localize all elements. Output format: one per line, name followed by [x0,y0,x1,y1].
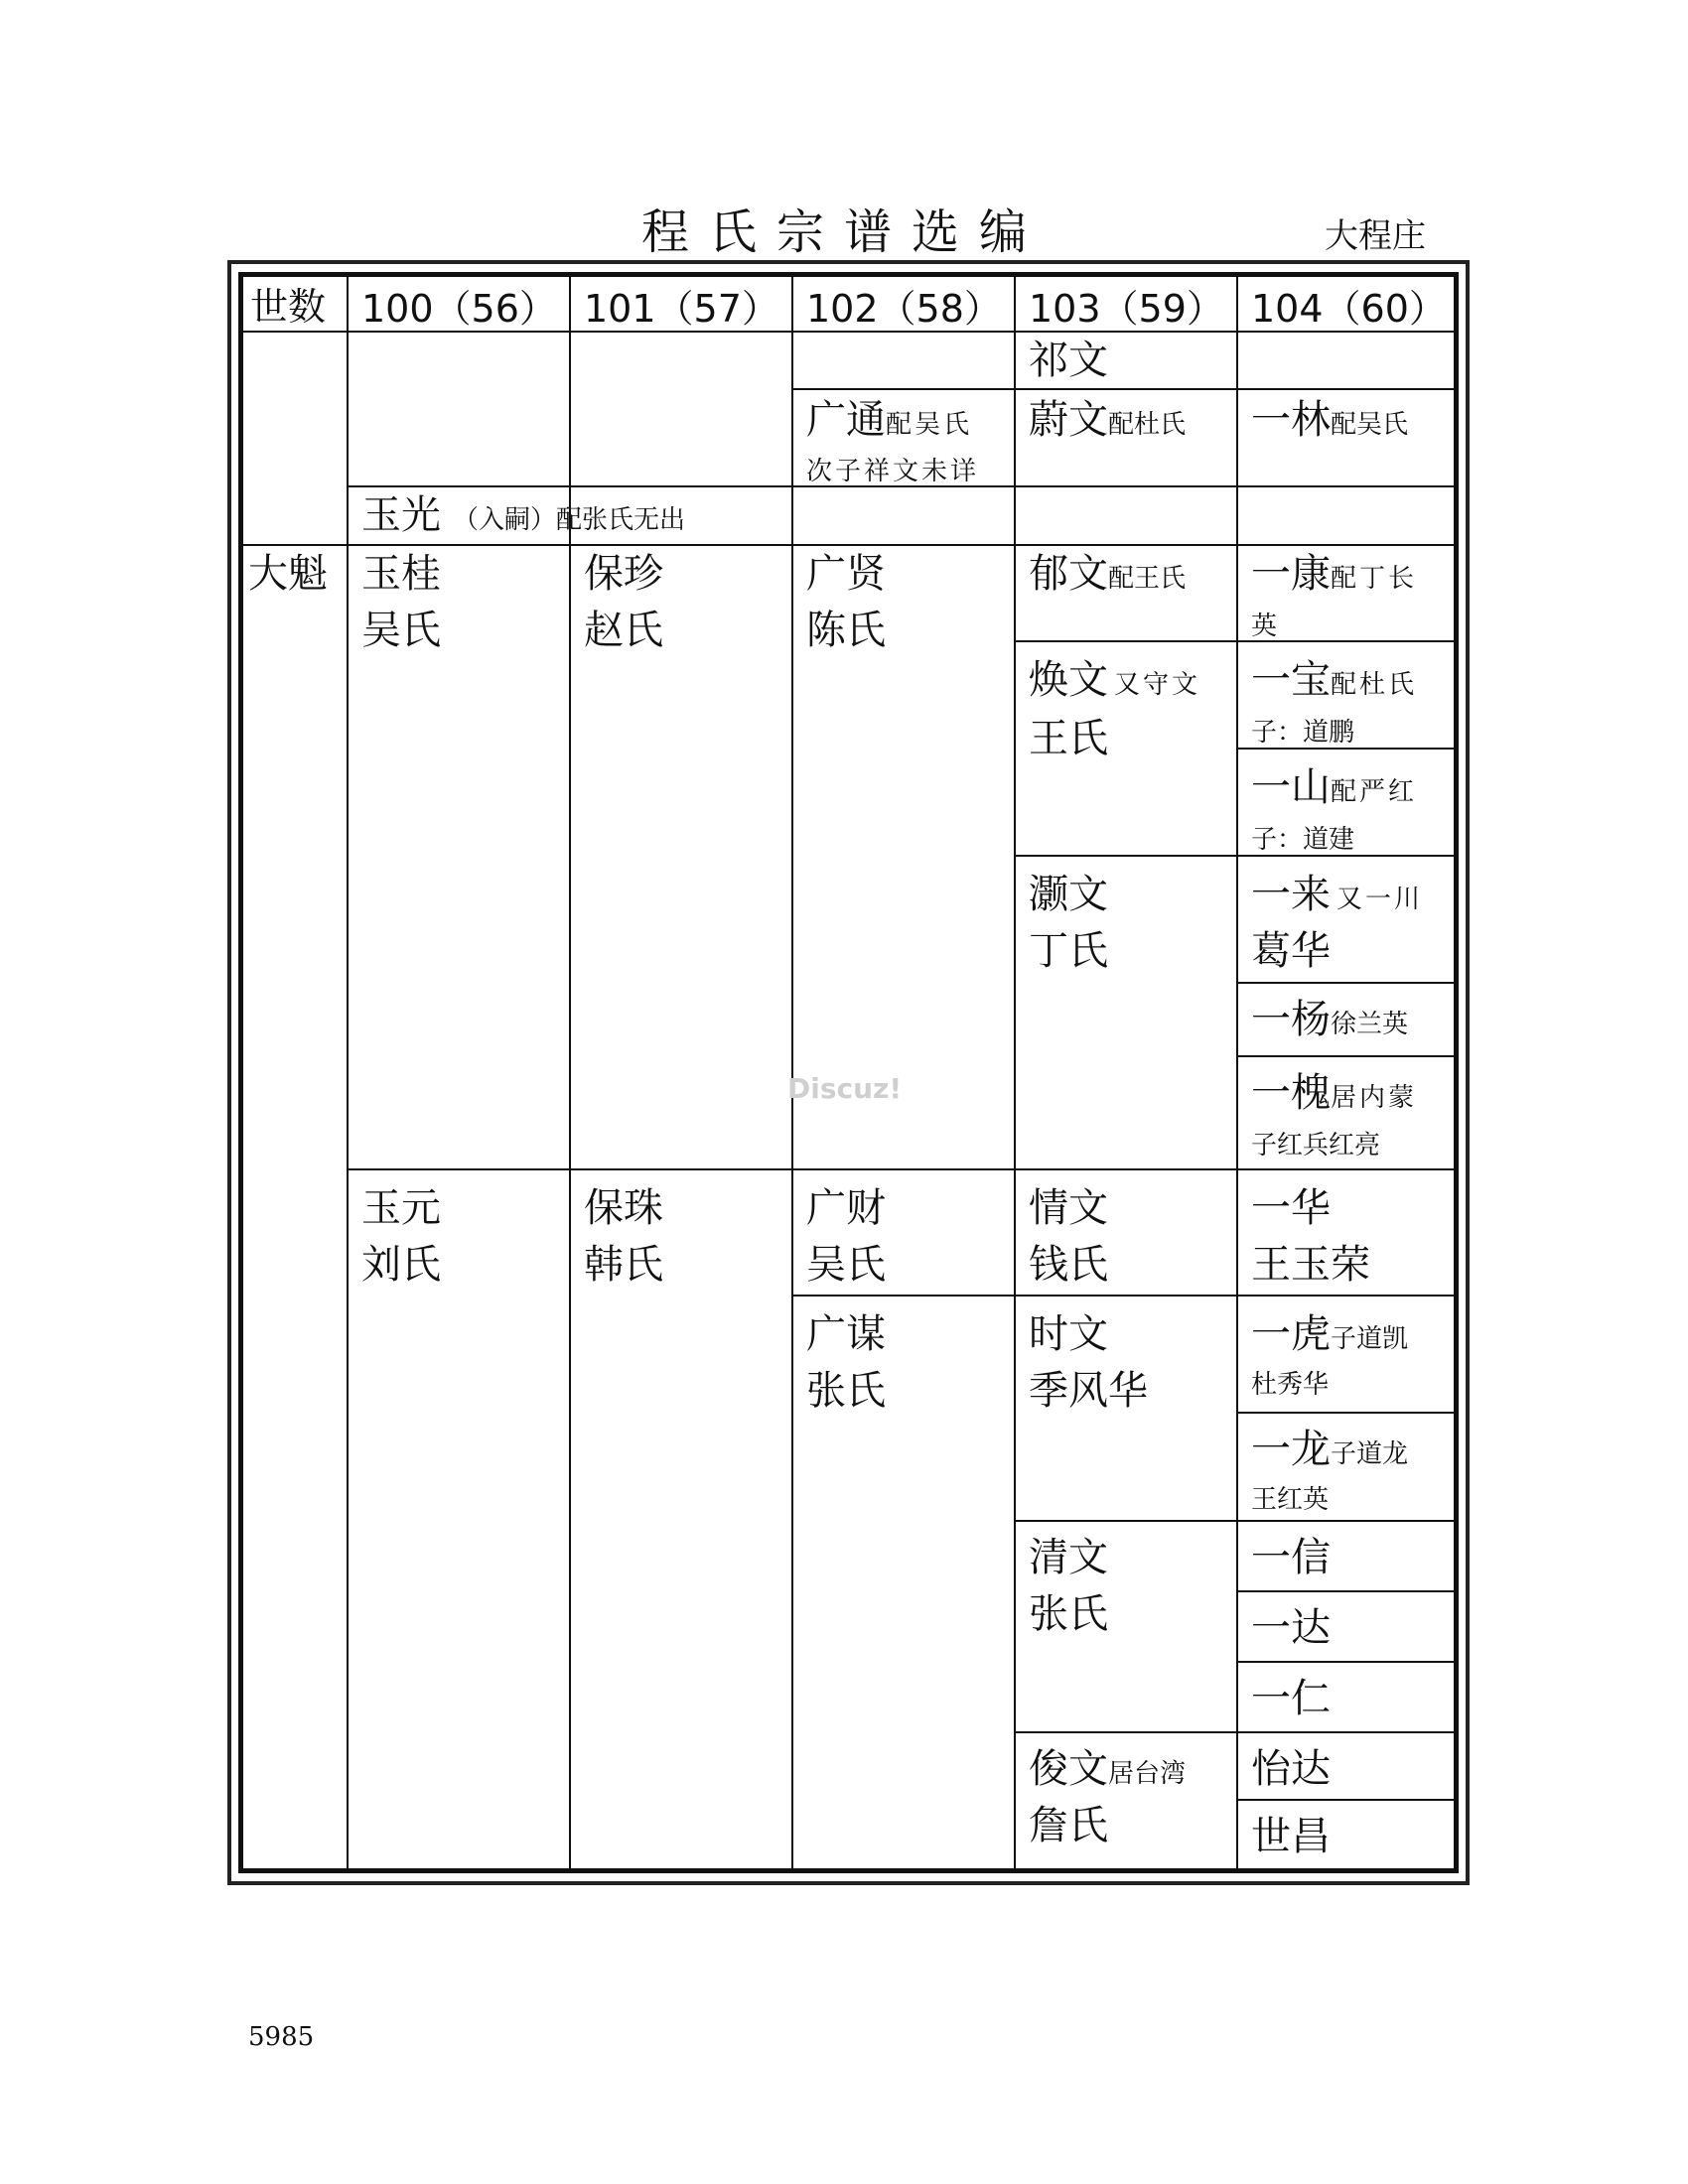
page-title: 程氏宗谱选编 [640,205,1047,260]
person-name: 一槐 [1251,1070,1331,1116]
person-spouse: 吴氏 [361,608,441,653]
person-note: 杜秀华 [1251,1370,1330,1400]
entry-yuwen [1029,546,1186,603]
header-gen-102: 102（58） [806,287,1002,331]
branch-label: 大魁 [248,551,328,597]
person-spouse: 陈氏 [806,608,886,653]
person-note: 配吴氏 [1331,410,1409,440]
person-name: 一达 [1251,1605,1331,1651]
person-name: 俊文 [1029,1746,1108,1792]
person-spouse: 王玉荣 [1251,1242,1370,1288]
page-number: 5985 [248,2022,315,2052]
person-name: 一虎 [1251,1311,1331,1357]
person-note: 子红兵红亮 [1251,1131,1381,1160]
header-gen-101: 101（57） [584,287,779,331]
person-name: 一华 [1251,1185,1331,1231]
row-divider [792,388,1454,390]
person-name: 保珠 [584,1185,663,1231]
entry-yibao [1251,652,1417,709]
entry-huanwen [1029,652,1200,709]
row-divider [348,1168,1454,1170]
person-spouse: 张氏 [1029,1591,1108,1637]
watermark: Discuz! [787,1072,903,1105]
person-name: 保珍 [584,551,663,597]
person-name: 一康 [1251,551,1331,597]
person-note: 徐兰英 [1331,1010,1409,1039]
person-name: 一来 [1251,872,1331,917]
person-name: 世昌 [1251,1814,1331,1859]
header-generation: 世数 [250,285,327,329]
person-note: 子：道鹏 [1251,718,1355,748]
person-spouse: 丁氏 [1029,928,1108,974]
person-name: 灏文 [1029,872,1108,917]
person-spouse: 张氏 [806,1368,886,1414]
header-gen-103: 103（59） [1029,287,1224,331]
entry-yuguang [361,487,685,544]
header-gen-104: 104（60） [1251,287,1447,331]
person-name: 郁文 [1029,551,1108,597]
person-note: 居内蒙 [1331,1083,1418,1113]
person-note: 子道龙 [1331,1439,1409,1469]
row-divider [1015,855,1454,857]
person-note: 子道凯 [1331,1324,1409,1354]
column-divider [1236,276,1238,1869]
person-note: （入嗣）配张氏无出 [453,505,686,535]
person-note: 配杜氏 [1108,410,1187,440]
entry-yihuai [1251,1065,1417,1122]
person-name: 广谋 [806,1311,886,1357]
person-spouse: 詹氏 [1029,1803,1108,1848]
row-divider [1237,1412,1454,1414]
entry-weiwen [1029,392,1186,449]
person-name: 广贤 [806,551,886,597]
row-divider [1237,1055,1454,1057]
person-note: 王红英 [1251,1485,1330,1515]
entry-junwen [1029,1741,1186,1798]
person-spouse: 钱氏 [1029,1242,1108,1288]
entry-yishan [1251,759,1417,816]
person-note: 配杜氏 [1331,670,1418,700]
person-name: 清文 [1029,1535,1108,1580]
person-note: 子：道建 [1251,825,1355,855]
entry-yiyang [1251,992,1408,1048]
header-gen-100: 100（56） [361,287,557,331]
person-name: 玉元 [361,1185,441,1231]
person-note: 次子祥文未详 [806,457,980,486]
person-spouse: 刘氏 [361,1242,441,1288]
person-name: 蔚文 [1029,397,1108,443]
person-spouse: 吴氏 [806,1242,886,1288]
person-note: 配严红 [1331,777,1418,807]
person-note: 英 [1251,612,1278,641]
row-divider [1237,1799,1454,1801]
row-divider [1015,1520,1454,1522]
person-spouse: 王氏 [1029,716,1108,761]
row-divider [1015,1731,1454,1733]
person-name: 情文 [1029,1185,1108,1231]
entry-yilong [1251,1422,1408,1478]
person-spouse: 葛华 [1251,928,1331,974]
person-name: 一杨 [1251,997,1331,1042]
person-spouse: 季风华 [1029,1368,1148,1414]
person-note: 配王氏 [1108,564,1187,594]
person-name: 玉桂 [361,551,441,597]
row-divider [1237,1661,1454,1663]
person-name: 时文 [1029,1311,1108,1357]
village-name: 大程庄 [1325,216,1426,256]
person-note: 又一川 [1336,885,1424,914]
person-name: 一山 [1251,764,1331,810]
row-divider [792,1295,1454,1297]
person-name: 怡达 [1251,1746,1331,1792]
entry-yilai [1251,867,1423,923]
person-name: 广通 [806,397,886,443]
person-name: 一林 [1251,397,1331,443]
row-divider [1237,1590,1454,1592]
person-name: 玉光 [361,492,441,538]
row-divider [1015,640,1454,642]
person-note: 配吴氏 [886,410,973,440]
entry-guangtong [806,392,972,449]
person-note: 居台湾 [1108,1759,1187,1789]
column-divider [1014,276,1016,1869]
person-name: 一宝 [1251,657,1331,703]
row-divider [1237,982,1454,984]
person-name: 焕文 [1029,657,1108,703]
entry-qiwen: 祁文 [1029,338,1108,383]
column-divider [347,276,349,1869]
person-note: 又守文 [1114,670,1201,700]
person-name: 一龙 [1251,1427,1331,1472]
person-name: 一仁 [1251,1676,1331,1721]
person-note: 配丁长 [1331,564,1418,594]
person-spouse: 韩氏 [584,1242,663,1288]
entry-yikang [1251,546,1417,603]
person-spouse: 赵氏 [584,608,663,653]
entry-yihu [1251,1306,1408,1363]
person-name: 一信 [1251,1535,1331,1580]
person-name: 广财 [806,1185,886,1231]
entry-yilin [1251,392,1408,449]
